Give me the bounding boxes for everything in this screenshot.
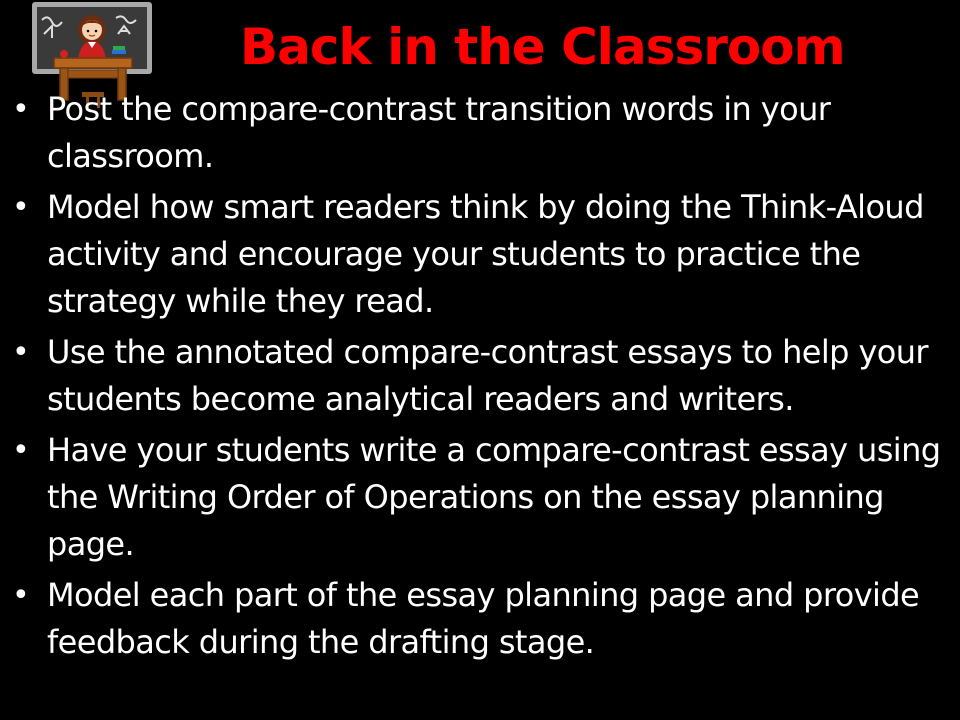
bullet-point-icon: • bbox=[12, 433, 30, 468]
slide-title: Back in the Classroom bbox=[240, 18, 845, 76]
bullet-point-icon: • bbox=[12, 190, 30, 225]
bullet-item bbox=[0, 86, 960, 180]
bullet-item bbox=[0, 329, 960, 423]
bullet-text: Model how smart readers think by doing the Think-Aloud activity and encourage your students to practice the strategy while they read. bbox=[47, 188, 924, 320]
bullet-item bbox=[0, 184, 960, 325]
bullet-point-icon: • bbox=[12, 92, 30, 127]
bullet-text: Model each part of the essay planning page and provide feedback during the drafting stage. bbox=[47, 576, 920, 661]
bullet-list bbox=[0, 86, 960, 670]
bullet-item bbox=[0, 572, 960, 666]
bullet-text: Have your students write a compare-contrast essay using the Writing Order of Operations on the essay planning page. bbox=[47, 431, 941, 563]
desk bbox=[54, 58, 132, 68]
bullet-item bbox=[0, 427, 960, 568]
bullet-text: Use the annotated compare-contrast essays to help your students become analytical readers and writers. bbox=[47, 333, 928, 418]
bullet-point-icon: • bbox=[12, 335, 30, 370]
bullet-text: Post the compare-contrast transition words in your classroom. bbox=[47, 90, 831, 175]
bullet-point-icon: • bbox=[12, 578, 30, 613]
